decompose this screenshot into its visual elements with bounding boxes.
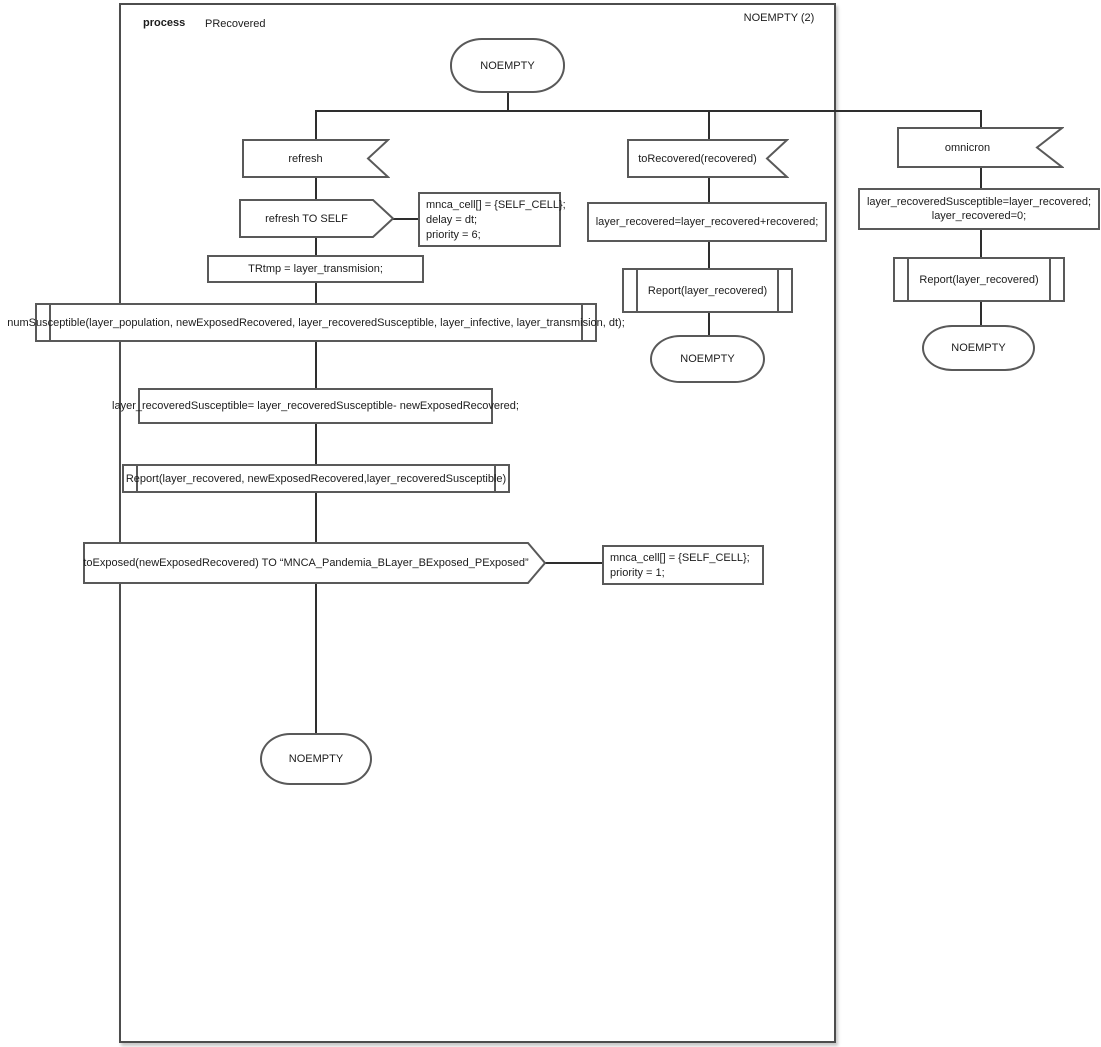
trtmp-task[interactable] <box>207 255 424 283</box>
torecovered-end-state-label: NOEMPTY <box>680 353 735 365</box>
omnicron-report-procedure-call[interactable] <box>893 257 1065 302</box>
connector-line <box>315 342 317 390</box>
update-susceptible-task[interactable] <box>112 388 519 424</box>
refresh-self-comment-box[interactable] <box>418 192 566 247</box>
omnicron-input-signal[interactable] <box>896 126 1064 169</box>
connector-line <box>708 110 710 140</box>
connector-line <box>315 283 317 305</box>
comment-link-line <box>545 562 604 564</box>
connector-line <box>708 177 710 204</box>
report-full-label: Report(layer_recovered, newExposedRecovered,layer_recoveredSusceptible) <box>125 472 507 485</box>
connector-line <box>315 581 317 735</box>
torecovered-report-label: Report(layer_recovered) <box>647 284 768 297</box>
report-full-procedure-call[interactable] <box>122 464 510 493</box>
start-state-label: NOEMPTY <box>480 59 535 72</box>
omnicron-report-label: Report(layer_recovered) <box>919 273 1039 286</box>
omnicron-task-line: layer_recoveredSusceptible=layer_recovered; <box>866 196 1092 208</box>
omnicron-task[interactable] <box>858 188 1100 230</box>
torecovered-task[interactable] <box>587 202 827 242</box>
torecovered-end-state[interactable] <box>650 335 765 383</box>
connector-line <box>980 228 982 259</box>
connector-line <box>315 237 317 257</box>
torecovered-input-signal[interactable] <box>626 138 789 179</box>
comment-line: delay = dt; <box>426 214 478 226</box>
numsusceptible-procedure-call[interactable] <box>7 303 625 342</box>
refresh-input-label: refresh <box>288 152 323 165</box>
process-name-label: PRecovered <box>205 18 266 30</box>
comment-line: mnca_cell[] = {SELF_CELL}; <box>610 552 750 564</box>
connector-line <box>708 311 710 337</box>
numsusceptible-label: numSusceptible(layer_population, newExposedRecovered, layer_recoveredSusceptible, layer_infective, layer_transmision, dt); <box>7 316 625 329</box>
connector-line <box>315 424 317 466</box>
toexposed-comment-box[interactable] <box>602 545 764 585</box>
omnicron-end-state[interactable] <box>922 325 1035 371</box>
comment-line: mnca_cell[] = {SELF_CELL}; <box>426 199 566 211</box>
update-susceptible-label: layer_recoveredSusceptible= layer_recoveredSusceptible- newExposedRecovered; <box>112 400 519 412</box>
connector-line <box>507 93 509 111</box>
comment-line: priority = 1; <box>610 567 665 579</box>
refresh-end-state-label: NOEMPTY <box>288 753 344 765</box>
toexposed-output-label: toExposed(newExposedRecovered) TO “MNCA_Pandemia_BLayer_BExposed_PExposed” <box>83 557 529 569</box>
toexposed-output-signal[interactable] <box>82 541 547 585</box>
omnicron-input-label: omnicron <box>944 141 991 154</box>
connector-line <box>315 110 981 112</box>
omnicron-end-state-label: NOEMPTY <box>951 342 1006 354</box>
torecovered-task-label: layer_recovered=layer_recovered+recovered; <box>595 216 819 228</box>
connector-line <box>980 300 982 327</box>
refresh-end-state[interactable] <box>260 733 372 785</box>
connector-line <box>315 110 317 140</box>
start-state[interactable] <box>450 38 565 93</box>
refresh-output-self-label: refresh TO SELF <box>265 212 348 225</box>
torecovered-report-procedure-call[interactable] <box>622 268 793 313</box>
connector-line <box>980 167 982 190</box>
comment-link-line <box>393 218 420 220</box>
torecovered-input-label: toRecovered(recovered) <box>638 152 757 165</box>
refresh-input-signal[interactable] <box>241 138 390 179</box>
comment-line: priority = 6; <box>426 229 481 241</box>
connector-line <box>708 240 710 270</box>
connector-line <box>315 491 317 545</box>
process-kind-label: process <box>143 17 186 29</box>
omnicron-task-line: layer_recovered=0; <box>931 210 1027 222</box>
frame-state-ref-label: NOEMPTY (2) <box>743 12 815 24</box>
refresh-output-self-signal[interactable] <box>238 198 395 239</box>
trtmp-task-label: TRtmp = layer_transmision; <box>248 263 383 275</box>
